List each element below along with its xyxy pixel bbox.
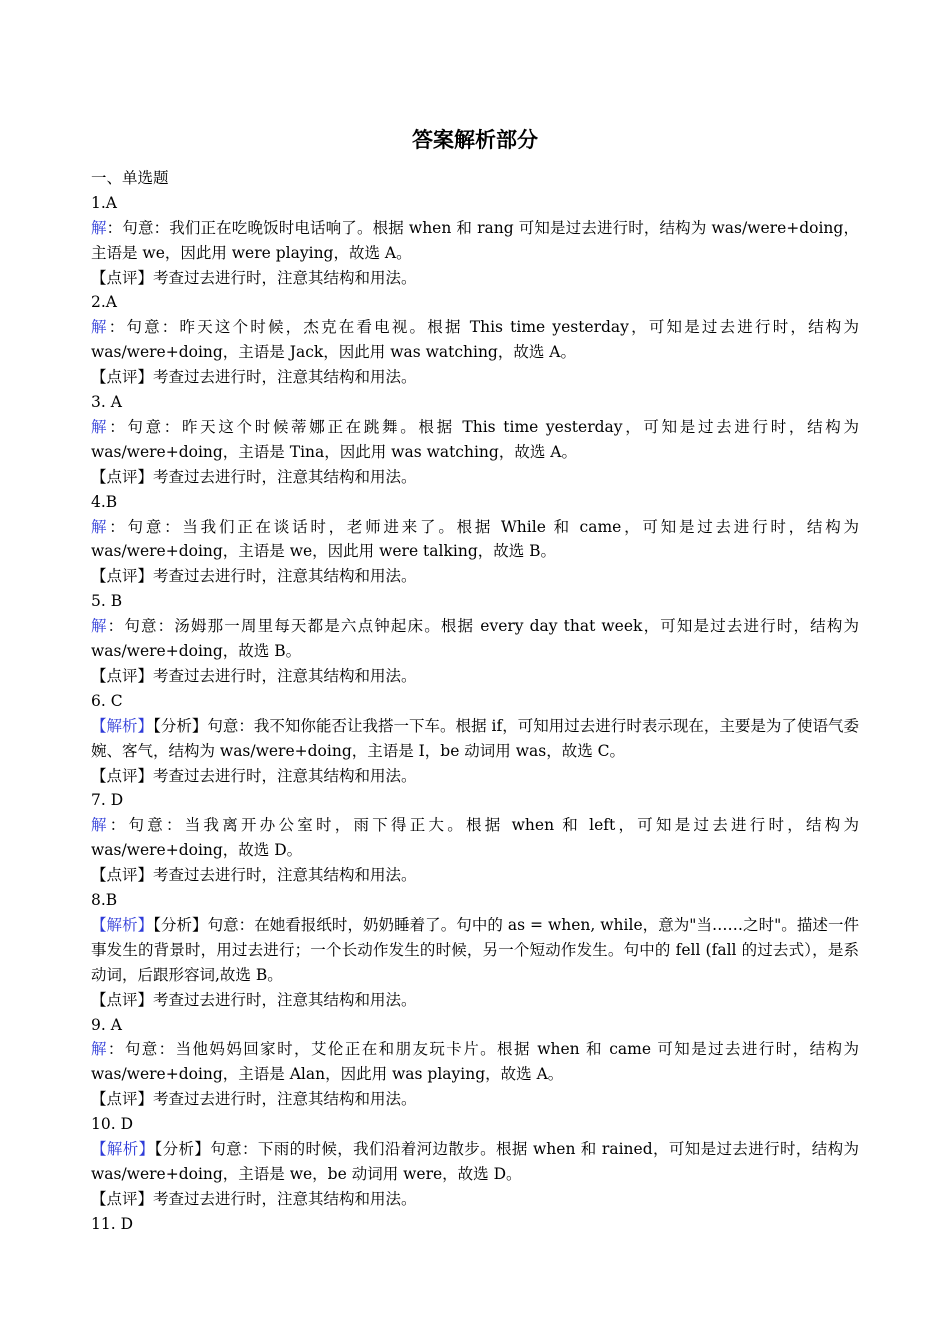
answer-explanation [91,913,859,988]
answer-explanation [91,813,859,863]
explanation-text: ：句意：我们正在吃晚饭时电话响了。根据 when 和 rang 可知是过去进行时，结构为 was/were+doing，主语是 we，因此用 were playing，故选 A。 [91,218,859,262]
explanation-text: 【分析】句意：下雨的时候，我们沿着河边散步。根据 when 和 rained，可知是过去进行时，结构为 was/were+doing，主语是 we，be 动词用 were，故选 D。 [91,1140,859,1183]
comment-line: 【点评】考查过去进行时，注意其结构和用法。 [91,666,417,685]
answer-number: 4.B [91,492,118,511]
explanation-tag: 解 [91,417,110,436]
explanation-tag: 解 [91,1040,108,1059]
page-title: 答案解析部分 [412,127,538,152]
answer-number: 7. D [91,791,124,810]
explanation-text: ：句意：昨天这个时候，杰克在看电视。根据 This time yesterday，可知是过去进行时，结构为 was/were+doing，主语是 Jack，因此用 was watching，故选 A。 [91,318,859,362]
answer-explanation [91,1037,859,1087]
answer-explanation [91,315,859,365]
section-heading: 一、单选题 [91,169,169,187]
comment-line: 【点评】考查过去进行时，注意其结构和用法。 [91,268,417,287]
explanation-text: 【分析】句意：我不知你能否让我搭一下车。根据 if，可知用过去进行时表示现在，主要是为了使语气委婉、客气，结构为 was/were+doing，主语是 I，be 动词用 was，故选 C。 [91,716,859,760]
answer-number: 9. A [91,1015,122,1034]
explanation-text: ：句意：当我离开办公室时，雨下得正大。根据 when 和 left，可知是过去进行时，结构为 was/were+doing，故选 D。 [91,816,859,860]
answer-explanation [91,515,859,565]
explanation-tag: 【解析】 [91,1140,155,1159]
explanation-tag: 解 [91,617,108,636]
explanation-text: 【分析】句意：在她看报纸时，奶奶睡着了。句中的 as = when, while，意为"当……之时"。描述一件事发生的背景时，用过去进行；一个长动作发生的时候，另一个短动作发生。句中的 fell (fall 的过去式），是系动词，后跟形容词,故选 B。 [91,915,859,984]
explanation-tag: 解 [91,517,110,536]
comment-line: 【点评】考查过去进行时，注意其结构和用法。 [91,766,417,785]
explanation-text: ：句意：当我们正在谈话时，老师进来了。根据 While 和 came，可知是过去进行时，结构为 was/were+doing，主语是 we，因此用 were talking，故选 B。 [91,517,859,561]
explanation-tag: 解 [91,816,110,835]
explanation-text: ：句意：当他妈妈回家时，艾伦正在和朋友玩卡片。根据 when 和 came 可知是过去进行时，结构为 was/were+doing，主语是 Alan，因此用 was playing，故选 A。 [91,1040,859,1084]
answer-explanation [91,614,859,664]
explanation-tag: 【解析】 [91,915,154,934]
explanation-text: ：句意：昨天这个时候蒂娜正在跳舞。根据 This time yesterday，可知是过去进行时，结构为 was/were+doing，主语是 Tina，因此用 was watching，故选 A。 [91,417,859,461]
answer-explanation [91,714,859,764]
explanation-tag: 解 [91,318,109,337]
explanation-tag: 【解析】 [91,716,154,735]
explanation-tag: 解 [91,218,107,237]
answer-explanation [91,216,859,266]
comment-line: 【点评】考查过去进行时，注意其结构和用法。 [91,1189,417,1208]
answer-number: 2.A [91,293,117,312]
answer-number: 3. A [91,393,122,412]
comment-line: 【点评】考查过去进行时，注意其结构和用法。 [91,467,417,486]
answer-number: 5. B [91,592,123,611]
answer-content [91,166,859,1237]
answer-number: 8.B [91,891,118,910]
comment-line: 【点评】考查过去进行时，注意其结构和用法。 [91,567,417,586]
answer-number: 1.A [91,193,117,212]
comment-line: 【点评】考查过去进行时，注意其结构和用法。 [91,368,417,387]
answer-number: 10. D [91,1115,134,1134]
answer-explanation [91,1137,859,1187]
answer-number: 6. C [91,691,123,710]
explanation-text: ：句意：汤姆那一周里每天都是六点钟起床。根据 every day that week，可知是过去进行时，结构为 was/were+doing，故选 B。 [91,617,859,661]
comment-line: 【点评】考查过去进行时，注意其结构和用法。 [91,866,417,885]
answer-explanation [91,415,859,465]
answer-number: 11. D [91,1214,134,1233]
comment-line: 【点评】考查过去进行时，注意其结构和用法。 [91,1090,417,1109]
comment-line: 【点评】考查过去进行时，注意其结构和用法。 [91,990,417,1009]
